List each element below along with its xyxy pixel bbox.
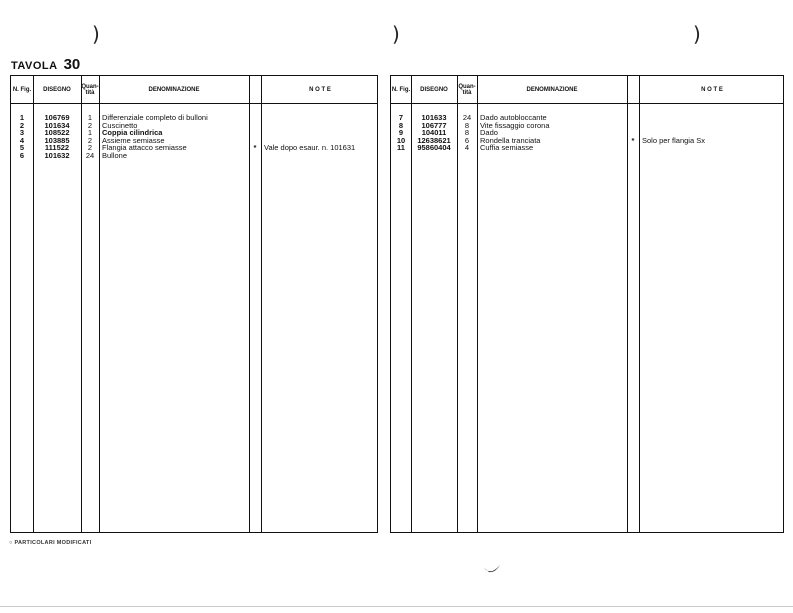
row-fig: 1 [19,113,25,122]
row-code: 106769 [44,113,70,122]
binding-hole-left: ) [92,22,100,46]
row-star: * [253,143,257,153]
scan-mark [483,564,501,576]
footnote: ○ PARTICOLARI MODIFICATI [9,540,92,546]
row-fig: 10 [396,135,406,145]
row-code: 101632 [44,151,70,160]
row-qty: 4 [464,143,470,153]
row-name: Cuffia semiasse [480,143,534,153]
row-name: Differenziale completo di bulloni [102,113,208,122]
header-denominazione: DENOMINAZIONE [526,86,578,93]
page-title-label: TAVOLA [11,60,58,72]
row-star: * [631,135,635,145]
header-note: N O T E [309,86,331,93]
header-qty: Quan-tità [458,83,476,96]
row-code: 111522 [44,143,70,153]
row-qty: 8 [464,128,470,138]
page-title-number: 30 [63,56,81,73]
page-title [11,56,80,74]
row-code: 103885 [44,135,70,145]
row-code: 101633 [421,113,447,122]
row-code: 106777 [421,120,447,130]
row-name: Assieme semiasse [102,135,165,145]
row-fig: 9 [398,128,404,138]
table-row [391,144,783,152]
row-fig: 3 [19,128,25,138]
row-code: 108522 [44,128,70,138]
parts-table-right [390,75,784,533]
row-qty: 2 [87,135,93,145]
row-qty: 1 [87,113,93,122]
row-name: Rondella tranciata [480,135,541,145]
parts-table-left [10,75,378,533]
table-row [11,152,377,160]
row-code: 101634 [44,120,70,130]
row-name: Cuscinetto [102,120,138,130]
row-fig: 2 [19,120,25,130]
header-fig: N. Fig. [12,86,32,93]
row-name: Coppia cilindrica [102,128,163,138]
header-denominazione: DENOMINAZIONE [148,86,200,93]
row-qty: 2 [87,143,93,153]
row-name: Bullone [102,151,128,160]
header-fig: N. Fig. [391,86,411,93]
row-qty: 24 [462,113,472,122]
row-qty: 24 [85,151,95,160]
binding-hole-right: ) [693,22,701,46]
row-fig: 8 [398,120,404,130]
row-code: 95860404 [417,143,451,153]
row-name: Vite fissaggio corona [480,120,550,130]
binding-hole-center: ) [392,22,400,46]
header-disegno: DISEGNO [43,86,71,93]
header-note: N O T E [701,86,723,93]
row-qty: 2 [87,120,93,130]
row-fig: 7 [398,113,404,122]
row-name: Dado [480,128,498,138]
row-note: Vale dopo esaur. n. 101631 [264,143,356,153]
row-note: Solo per flangia Sx [642,135,705,145]
row-fig: 6 [19,151,25,160]
row-name: Flangia attacco semiasse [102,143,187,153]
row-qty: 8 [464,120,470,130]
row-qty: 1 [87,128,93,138]
row-name: Dado autobloccante [480,113,547,122]
row-fig: 4 [19,135,25,145]
header-qty: Quan-tità [81,83,99,96]
row-code: 104011 [421,128,447,138]
scan-line [0,606,793,607]
header-disegno: DISEGNO [420,86,448,93]
row-code: 12638621 [417,135,451,145]
row-fig: 5 [19,143,25,153]
row-fig: 11 [397,143,405,153]
row-qty: 6 [464,135,470,145]
